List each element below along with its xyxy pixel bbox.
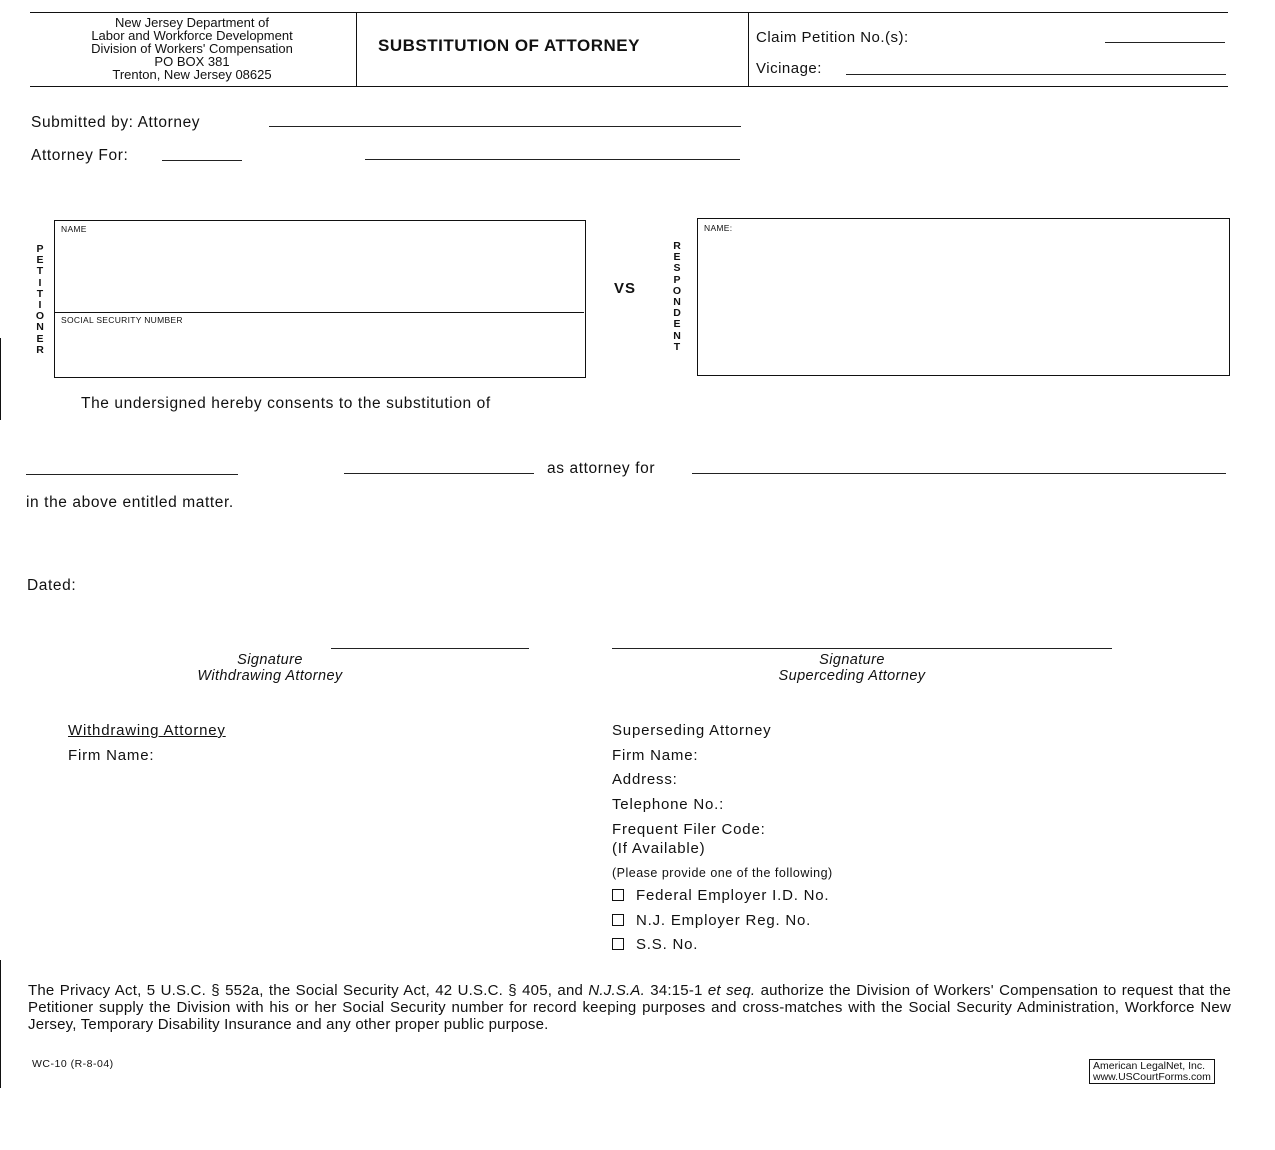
respondent-letter: N bbox=[673, 296, 681, 309]
petitioner-name-label: NAME bbox=[61, 224, 87, 234]
superseding-role-label: Superceding Attorney bbox=[778, 668, 926, 684]
attorney-for-field[interactable] bbox=[365, 159, 740, 160]
privacy-notice bbox=[28, 982, 1231, 1033]
superseding-firm-name-label: Firm Name: bbox=[612, 746, 699, 764]
superseding-if-available-label: (If Available) bbox=[612, 840, 706, 857]
header-bottom-rule bbox=[30, 86, 1228, 87]
entitled-matter-text: in the above entitled matter. bbox=[26, 494, 234, 511]
provide-one-note: (Please provide one of the following) bbox=[612, 866, 833, 880]
withdrawing-attorney-block bbox=[68, 719, 226, 768]
withdrawing-firm-name-label: Firm Name: bbox=[68, 746, 155, 764]
respondent-letter: N bbox=[673, 329, 681, 342]
form-title: SUBSTITUTION OF ATTORNEY bbox=[378, 36, 640, 55]
page-edge-line bbox=[0, 338, 1, 420]
petitioner-letter: E bbox=[36, 254, 44, 267]
privacy-part3: authorize the Division of Workers' Compensation to request that the Petitioner supply the Division with his or her Social Security number for record keeping purposes and cross-matches with the Social Security Administration, Workforce New Jersey, Temporary Disability Insurance and any other proper public purpose. bbox=[28, 982, 1232, 1033]
option-ss-no[interactable] bbox=[612, 933, 833, 958]
legalnet-stamp bbox=[1089, 1059, 1215, 1084]
vicinage-field[interactable] bbox=[846, 74, 1226, 75]
privacy-part2: 34:15-1 bbox=[645, 982, 708, 999]
petitioner-box-divider bbox=[55, 312, 584, 313]
dated-label: Dated: bbox=[27, 577, 77, 594]
checkbox-icon[interactable] bbox=[612, 889, 624, 901]
client-field[interactable] bbox=[692, 473, 1226, 474]
respondent-letter: O bbox=[672, 284, 682, 297]
option-label: Federal Employer I.D. No. bbox=[636, 887, 830, 904]
petitioner-ssn-label: SOCIAL SECURITY NUMBER bbox=[61, 315, 183, 325]
superseding-signature-caption bbox=[742, 652, 962, 684]
submitted-by-field[interactable] bbox=[269, 126, 741, 127]
stamp-line-1: American LegalNet, Inc. bbox=[1093, 1060, 1206, 1072]
withdrawing-signature-caption bbox=[160, 652, 380, 684]
superseding-address-label: Address: bbox=[612, 771, 678, 788]
header-top-rule bbox=[30, 12, 1228, 13]
superseding-telephone-label: Telephone No.: bbox=[612, 795, 725, 813]
petitioner-letter: T bbox=[36, 265, 44, 278]
respondent-side-label bbox=[670, 241, 684, 353]
respondent-letter: T bbox=[673, 340, 681, 353]
checkbox-icon[interactable] bbox=[612, 938, 624, 950]
page-edge-line bbox=[0, 960, 1, 1088]
attorney-for-field-short[interactable] bbox=[162, 160, 242, 161]
petitioner-letter: P bbox=[36, 243, 44, 255]
petitioner-letter: E bbox=[36, 332, 44, 345]
attorney-for-label: Attorney For: bbox=[31, 147, 129, 164]
respondent-letter: P bbox=[673, 273, 681, 286]
privacy-njsa: N.J.S.A. bbox=[588, 982, 645, 999]
stamp-line-2: www.USCourtForms.com bbox=[1093, 1070, 1211, 1083]
superseding-sig-label: Signature bbox=[819, 652, 885, 668]
respondent-letter: D bbox=[673, 307, 681, 320]
petitioner-letter: T bbox=[36, 287, 44, 300]
respondent-box bbox=[697, 218, 1230, 376]
option-nj-employer-reg[interactable] bbox=[612, 909, 833, 934]
respondent-name-label: NAME: bbox=[704, 223, 733, 233]
withdrawing-sig-label: Signature bbox=[237, 652, 303, 668]
as-attorney-for-label: as attorney for bbox=[547, 460, 656, 477]
petitioner-ssn-field[interactable] bbox=[55, 327, 583, 375]
petitioner-letter: O bbox=[35, 310, 45, 323]
respondent-letter: E bbox=[673, 318, 681, 331]
dept-line: Trenton, New Jersey 08625 bbox=[112, 67, 272, 82]
header-divider-1 bbox=[356, 12, 357, 86]
petitioner-letter: R bbox=[36, 343, 44, 356]
department-address-block bbox=[42, 16, 342, 81]
submitted-by-label: Submitted by: Attorney bbox=[31, 114, 201, 131]
respondent-letter: E bbox=[673, 251, 681, 264]
option-label: S.S. No. bbox=[636, 936, 699, 953]
withdrawing-role-label: Withdrawing Attorney bbox=[197, 668, 343, 684]
respondent-letter: S bbox=[673, 262, 681, 275]
dept-line: New Jersey Department of bbox=[115, 15, 269, 30]
petitioner-box bbox=[54, 220, 586, 378]
form-code: WC-10 (R-8-04) bbox=[32, 1058, 114, 1070]
petitioner-name-field[interactable] bbox=[55, 235, 583, 311]
dept-line: Division of Workers' Compensation bbox=[91, 41, 293, 56]
superseding-filer-code-label: Frequent Filer Code: bbox=[612, 821, 766, 838]
withdrawing-attorney-heading: Withdrawing Attorney bbox=[68, 722, 226, 739]
checkbox-icon[interactable] bbox=[612, 914, 624, 926]
respondent-letter: R bbox=[673, 240, 681, 252]
claim-petition-label: Claim Petition No.(s): bbox=[756, 29, 909, 46]
withdrawing-signature-line[interactable] bbox=[331, 648, 529, 649]
privacy-et-seq: et seq. bbox=[707, 982, 756, 999]
new-attorney-field[interactable] bbox=[344, 473, 534, 474]
dept-line: PO BOX 381 bbox=[154, 54, 230, 69]
former-attorney-field[interactable] bbox=[26, 474, 238, 475]
petitioner-letter: I bbox=[38, 299, 42, 312]
petitioner-side-label bbox=[33, 244, 47, 356]
petitioner-letter: I bbox=[38, 276, 42, 289]
privacy-part1: The Privacy Act, 5 U.S.C. § 552a, the Social Security Act, 42 U.S.C. § 405, and bbox=[28, 982, 589, 999]
option-label: N.J. Employer Reg. No. bbox=[636, 911, 812, 929]
vs-label: VS bbox=[614, 280, 637, 297]
petitioner-letter: N bbox=[36, 321, 44, 334]
vicinage-label: Vicinage: bbox=[756, 60, 822, 77]
option-federal-employer-id[interactable] bbox=[612, 884, 833, 909]
respondent-name-field[interactable] bbox=[698, 235, 1227, 373]
dept-line: Labor and Workforce Development bbox=[91, 28, 293, 43]
consent-statement: The undersigned hereby consents to the substitution of bbox=[81, 395, 491, 412]
claim-petition-field[interactable] bbox=[1105, 42, 1225, 43]
superseding-attorney-heading: Superseding Attorney bbox=[612, 722, 772, 739]
superseding-attorney-block bbox=[612, 719, 833, 958]
header-divider-2 bbox=[748, 12, 749, 86]
superseding-signature-line[interactable] bbox=[612, 648, 1112, 649]
